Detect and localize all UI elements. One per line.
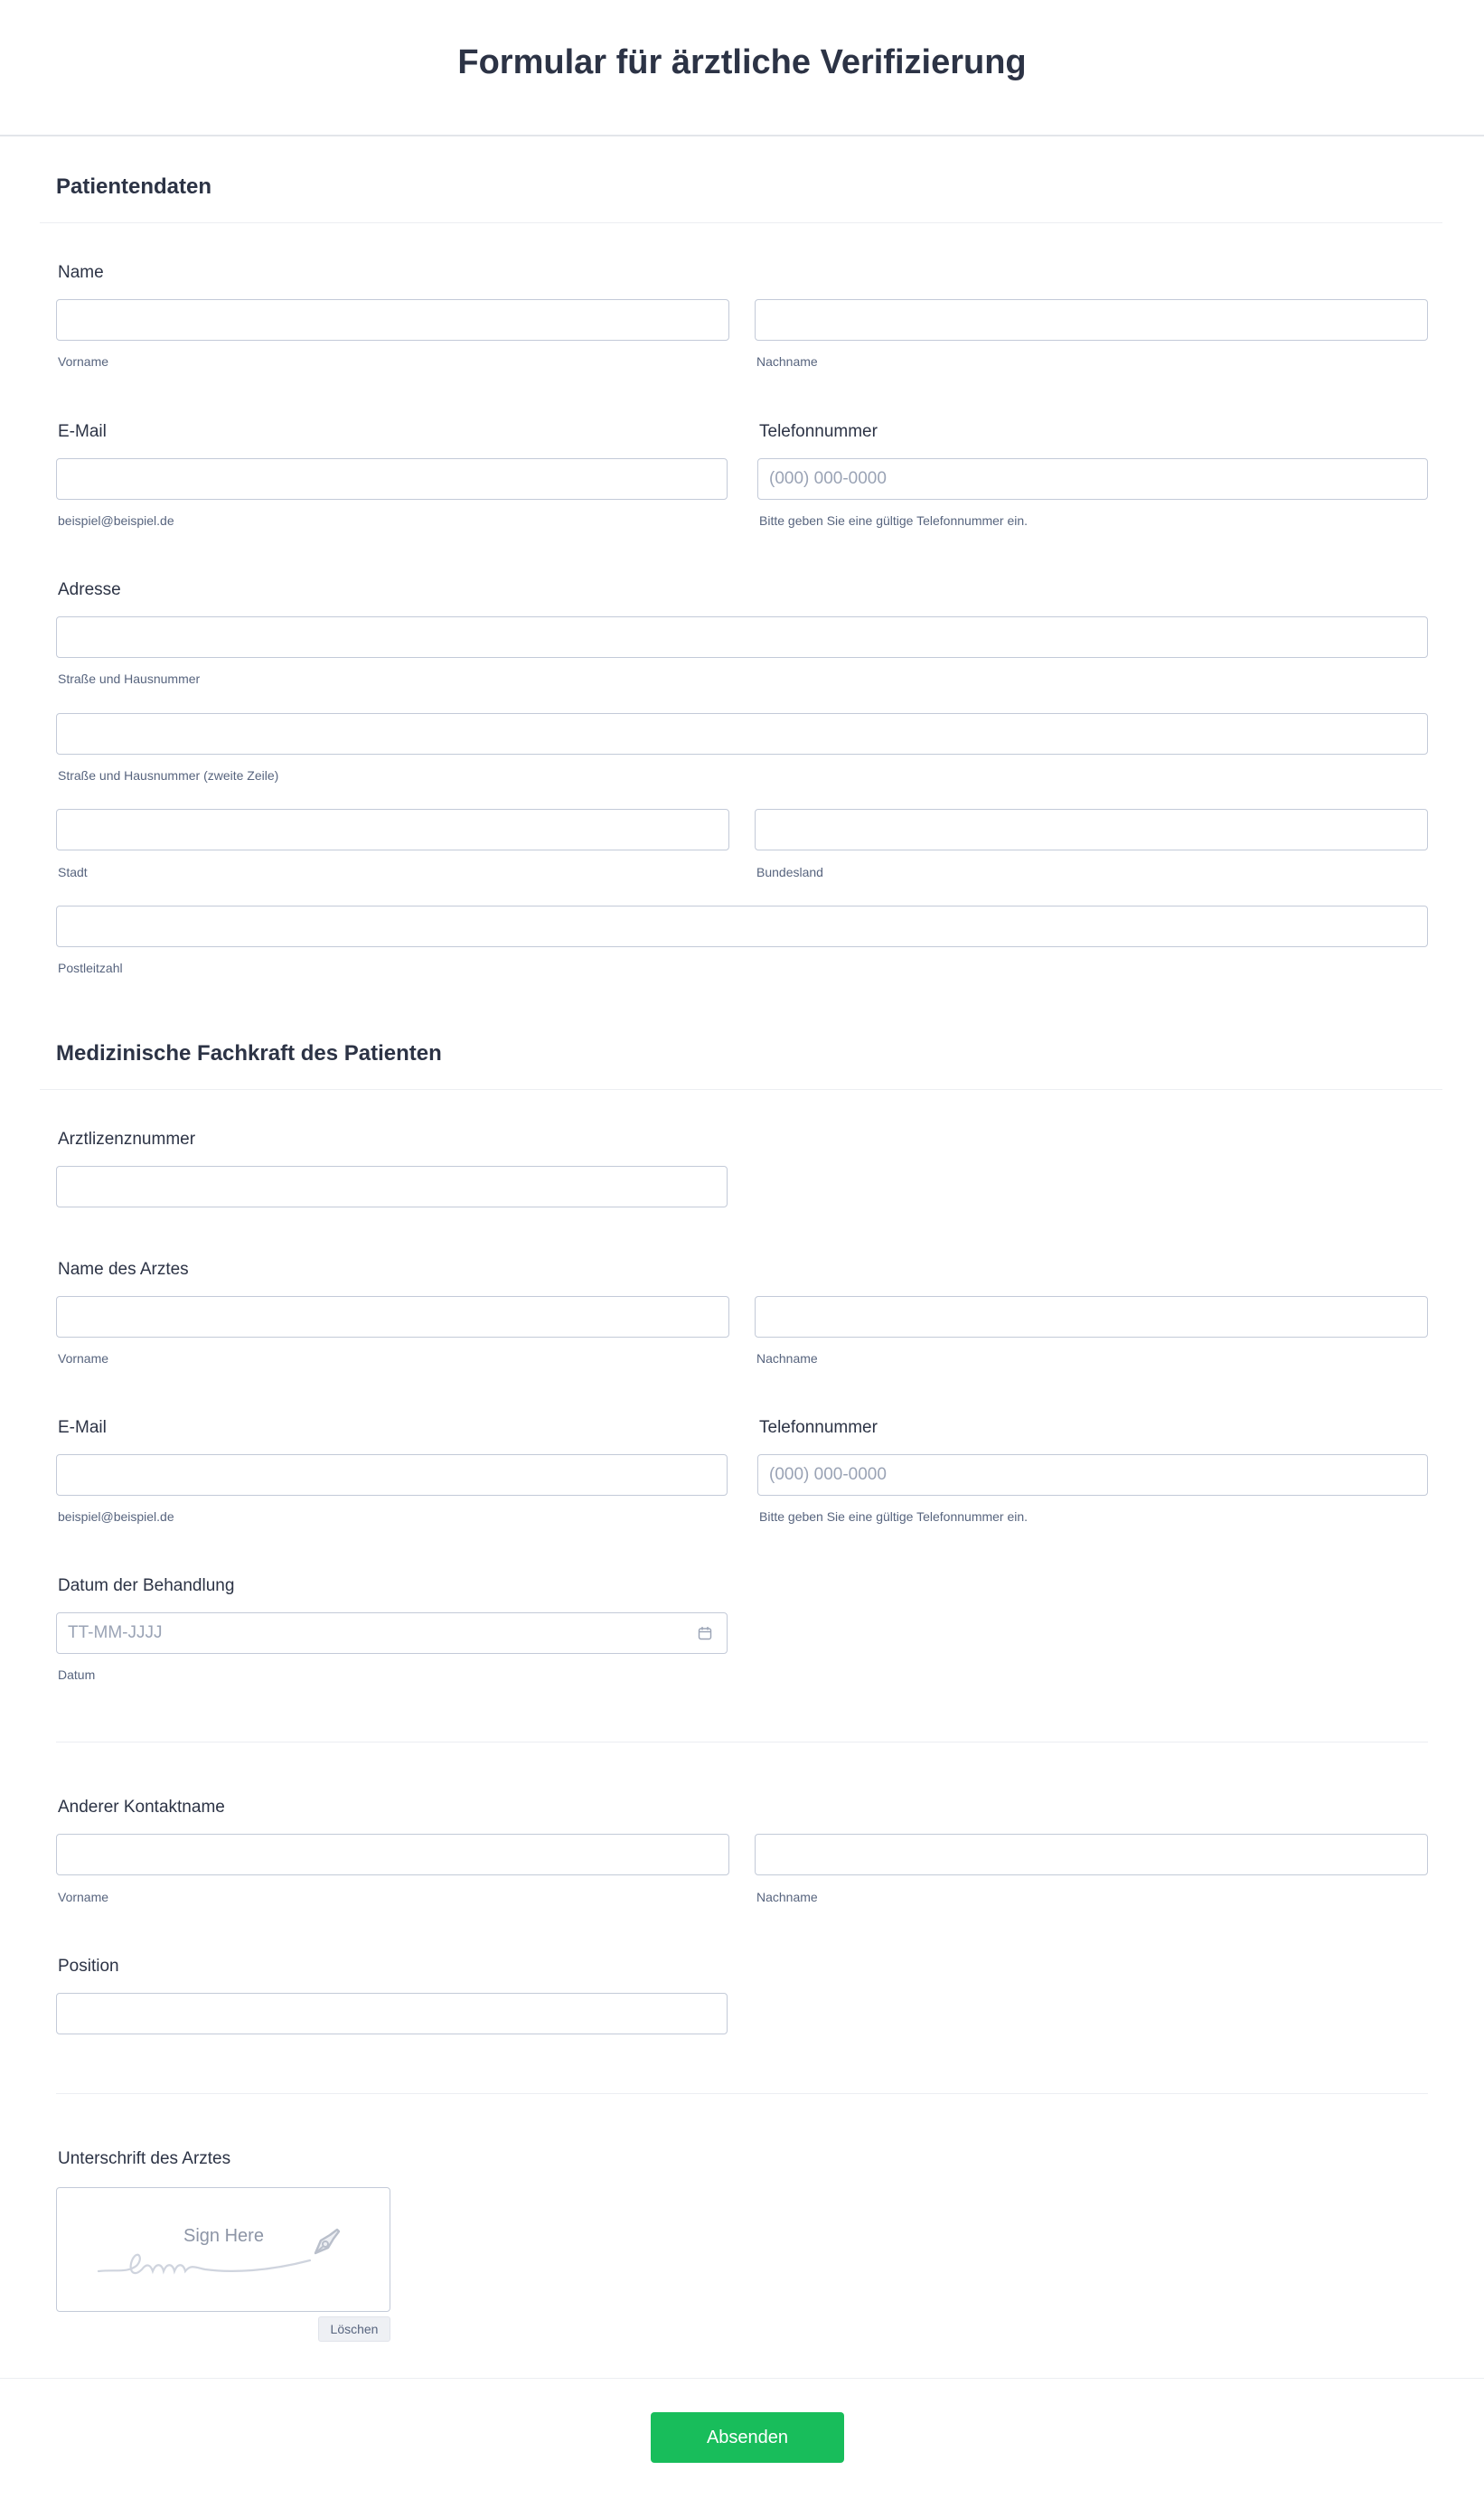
header-divider bbox=[0, 135, 1484, 136]
doctor-phone-input[interactable] bbox=[757, 1454, 1428, 1496]
position-label: Position bbox=[58, 1957, 119, 1976]
doctor-last-name-input[interactable] bbox=[755, 1296, 1428, 1338]
clear-signature-button[interactable]: Löschen bbox=[318, 2316, 390, 2342]
position-input[interactable] bbox=[56, 1993, 728, 2034]
first-name-sublabel: Vorname bbox=[58, 354, 109, 369]
date-label: Datum der Behandlung bbox=[58, 1576, 235, 1595]
form-title: Formular für ärztliche Verifizierung bbox=[457, 43, 1027, 81]
section-title-patient: Patientendaten bbox=[56, 174, 212, 199]
zip-sublabel: Postleitzahl bbox=[58, 961, 123, 975]
other-last-name-input[interactable] bbox=[755, 1834, 1428, 1875]
first-name-sublabel: Vorname bbox=[58, 1890, 109, 1904]
divider bbox=[56, 2093, 1428, 2094]
last-name-sublabel: Nachname bbox=[756, 1351, 818, 1366]
other-first-name-input[interactable] bbox=[56, 1834, 729, 1875]
first-name-sublabel: Vorname bbox=[58, 1351, 109, 1366]
submit-button[interactable]: Absenden bbox=[651, 2412, 844, 2463]
email-sublabel: beispiel@beispiel.de bbox=[58, 513, 174, 528]
doctor-first-name-input[interactable] bbox=[56, 1296, 729, 1338]
last-name-sublabel: Nachname bbox=[756, 1890, 818, 1904]
footer-divider bbox=[0, 2378, 1484, 2379]
phone-label: Telefonnummer bbox=[759, 422, 878, 441]
other-contact-label: Anderer Kontaktname bbox=[58, 1798, 225, 1817]
license-label: Arztlizenznummer bbox=[58, 1130, 196, 1149]
address-label: Adresse bbox=[58, 580, 121, 599]
patient-email-input[interactable] bbox=[56, 458, 728, 500]
pen-nib-icon bbox=[308, 2224, 344, 2260]
calendar-icon[interactable] bbox=[698, 1626, 712, 1645]
patient-first-name-input[interactable] bbox=[56, 299, 729, 341]
city-input[interactable] bbox=[56, 809, 729, 850]
state-input[interactable] bbox=[755, 809, 1428, 850]
date-input[interactable] bbox=[56, 1612, 728, 1654]
date-sublabel: Datum bbox=[58, 1667, 96, 1682]
email-label: E-Mail bbox=[58, 1418, 107, 1437]
section-divider bbox=[40, 222, 1442, 223]
last-name-sublabel: Nachname bbox=[756, 354, 818, 369]
doctor-name-label: Name des Arztes bbox=[58, 1260, 189, 1279]
city-sublabel: Stadt bbox=[58, 865, 88, 879]
license-input[interactable] bbox=[56, 1166, 728, 1207]
signature-pad[interactable] bbox=[56, 2187, 390, 2312]
state-sublabel: Bundesland bbox=[756, 865, 823, 879]
section-title-doctor: Medizinische Fachkraft des Patienten bbox=[56, 1041, 442, 1066]
signature-placeholder: Sign Here bbox=[183, 2226, 264, 2246]
signature-label: Unterschrift des Arztes bbox=[58, 2149, 231, 2168]
email-label: E-Mail bbox=[58, 422, 107, 441]
street2-sublabel: Straße und Hausnummer (zweite Zeile) bbox=[58, 768, 279, 783]
phone-sublabel: Bitte geben Sie eine gültige Telefonnummer ein. bbox=[759, 513, 1028, 528]
doctor-email-input[interactable] bbox=[56, 1454, 728, 1496]
section-divider bbox=[40, 1089, 1442, 1090]
phone-sublabel: Bitte geben Sie eine gültige Telefonnummer ein. bbox=[759, 1509, 1028, 1524]
email-sublabel: beispiel@beispiel.de bbox=[58, 1509, 174, 1524]
phone-label: Telefonnummer bbox=[759, 1418, 878, 1437]
name-label: Name bbox=[58, 263, 104, 282]
patient-last-name-input[interactable] bbox=[755, 299, 1428, 341]
zip-input[interactable] bbox=[56, 906, 1428, 947]
patient-phone-input[interactable] bbox=[757, 458, 1428, 500]
street-sublabel: Straße und Hausnummer bbox=[58, 672, 201, 686]
street-input[interactable] bbox=[56, 616, 1428, 658]
street2-input[interactable] bbox=[56, 713, 1428, 755]
